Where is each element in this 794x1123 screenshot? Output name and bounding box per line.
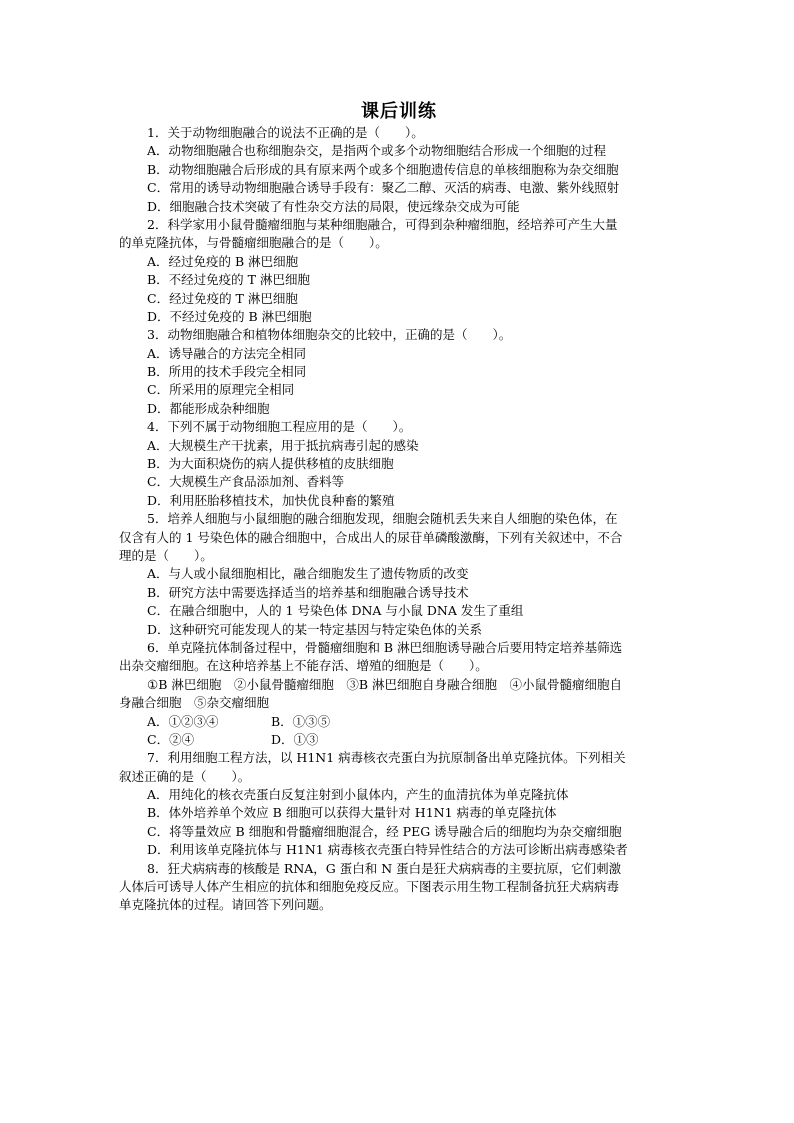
- q4-option-a: A．大规模生产干扰素，用于抵抗病毒引起的感染: [147, 437, 419, 453]
- q6-options-row-1: [119, 713, 679, 731]
- q4-option-b: B．为大面积烧伤的病人提供移植的皮肤细胞: [147, 456, 394, 472]
- question-5-stem: 5．培养人细胞与小鼠细胞的融合细胞发现，细胞会随机丢失来自人细胞的染色体，在: [147, 511, 618, 527]
- q2-option-b: B．不经过免疫的 T 淋巴细胞: [147, 272, 310, 288]
- q3-option-d: D．都能形成杂种细胞: [147, 400, 270, 416]
- question-5-stem-cont-2: 理的是（ ）。: [119, 547, 213, 563]
- q5-option-a: A．与人或小鼠细胞相比，融合细胞发生了遗传物质的改变: [147, 566, 469, 582]
- question-5-stem-cont-1: 仅含有人的 1 号染色体的融合细胞中，合成出人的尿苷单磷酸激酶，下列有关叙述中，不合: [119, 529, 623, 545]
- q6-option-a: A．①②③④: [147, 713, 219, 729]
- q1-option-d: D．细胞融合技术突破了有性杂交方法的局限，使远缘杂交成为可能: [147, 198, 520, 214]
- question-7-stem: 7．利用细胞工程方法，以 H1N1 病毒核衣壳蛋白为抗原制备出单克隆抗体。下列相关: [147, 750, 626, 766]
- q6-items-cont: 身融合细胞 ⑤杂交瘤细胞: [119, 695, 270, 711]
- q6-option-b: B．①③⑤: [271, 713, 331, 729]
- q4-option-d: D．利用胚胎移植技术，加快优良种畜的繁殖: [147, 492, 395, 508]
- q7-option-d: D．利用该单克隆抗体与 H1N1 病毒核衣壳蛋白特异性结合的方法可诊断出病毒感染者: [147, 842, 628, 858]
- q7-option-c: C．将等量效应 B 细胞和骨髓瘤细胞混合，经 PEG 诱导融合后的细胞均为杂交瘤细胞: [147, 823, 622, 839]
- question-6-stem-cont: 出杂交瘤细胞。在这种培养基上不能存活、增殖的细胞是（ ）。: [119, 658, 488, 674]
- question-8-stem: 8．狂犬病病毒的核酸是 RNA，G 蛋白和 N 蛋白是狂犬病病毒的主要抗原，它们刺激: [147, 860, 622, 876]
- q1-option-c: C．常用的诱导动物细胞融合诱导手段有：聚乙二醇、灭活的病毒、电激、紫外线照射: [147, 180, 620, 196]
- q1-option-b: B．动物细胞融合后形成的具有原来两个或多个细胞遗传信息的单核细胞称为杂交细胞: [147, 161, 619, 177]
- question-1-stem: 1．关于动物细胞融合的说法不正确的是（ ）。: [147, 125, 424, 140]
- q6-items: ①B 淋巴细胞 ②小鼠骨髓瘤细胞 ③B 淋巴细胞自身融合细胞 ④小鼠骨髓瘤细胞自: [147, 676, 623, 692]
- q5-option-b: B．研究方法中需要选择适当的培养基和细胞融合诱导技术: [147, 584, 469, 600]
- q2-option-d: D．不经过免疫的 B 淋巴细胞: [147, 308, 312, 324]
- q3-option-c: C．所采用的原理完全相同: [147, 382, 295, 398]
- question-4-stem: 4．下列不属于动物细胞工程应用的是（ ）。: [147, 419, 412, 435]
- q5-option-c: C．在融合细胞中，人的 1 号染色体 DNA 与小鼠 DNA 发生了重组: [147, 603, 524, 619]
- question-7-stem-cont: 叙述正确的是（ ）。: [119, 768, 251, 784]
- page-title: 课后训练: [361, 101, 437, 122]
- q6-option-d: D．①③: [271, 731, 319, 747]
- q4-option-c: C．大规模生产食品添加剂、香料等: [147, 474, 345, 490]
- question-8-stem-cont-2: 单克隆抗体的过程。请回答下列问题。: [119, 897, 332, 913]
- question-6-stem: 6．单克隆抗体制备过程中，骨髓瘤细胞和 B 淋巴细胞诱导融合后要用特定培养基筛选: [147, 639, 623, 655]
- q5-option-d: D．这种研究可能发现人的某一特定基因与特定染色体的关系: [147, 621, 483, 637]
- question-2-stem-cont: 的单克隆抗体，与骨髓瘤细胞融合的是（ ）。: [119, 235, 388, 251]
- q7-option-a: A．用纯化的核衣壳蛋白反复注射到小鼠体内，产生的血清抗体为单克隆抗体: [147, 787, 569, 803]
- q3-option-a: A．诱导融合的方法完全相同: [147, 345, 307, 361]
- q2-option-a: A．经过免疫的 B 淋巴细胞: [147, 253, 299, 269]
- q2-option-c: C．经过免疫的 T 淋巴细胞: [147, 290, 298, 306]
- q3-option-b: B．所用的技术手段完全相同: [147, 364, 307, 380]
- question-2-stem: 2．科学家用小鼠骨髓瘤细胞与某种细胞融合，可得到杂种瘤细胞，经培养可产生大量: [147, 216, 618, 232]
- q6-options-row-2: [119, 731, 679, 749]
- worksheet-page: [119, 100, 679, 915]
- question-3-stem: 3．动物细胞融合和植物体细胞杂交的比较中，正确的是（ ）。: [147, 327, 512, 343]
- q7-option-b: B．体外培养单个效应 B 细胞可以获得大量针对 H1N1 病毒的单克隆抗体: [147, 805, 557, 821]
- q6-option-c: C．②④: [147, 731, 195, 747]
- q1-option-a: A．动物细胞融合也称细胞杂交，是指两个或多个动物细胞结合形成一个细胞的过程: [147, 143, 607, 159]
- question-8-stem-cont-1: 人体后可诱导人体产生相应的抗体和细胞免疫反应。下图表示用生物工程制备抗狂犬病病毒: [119, 879, 620, 895]
